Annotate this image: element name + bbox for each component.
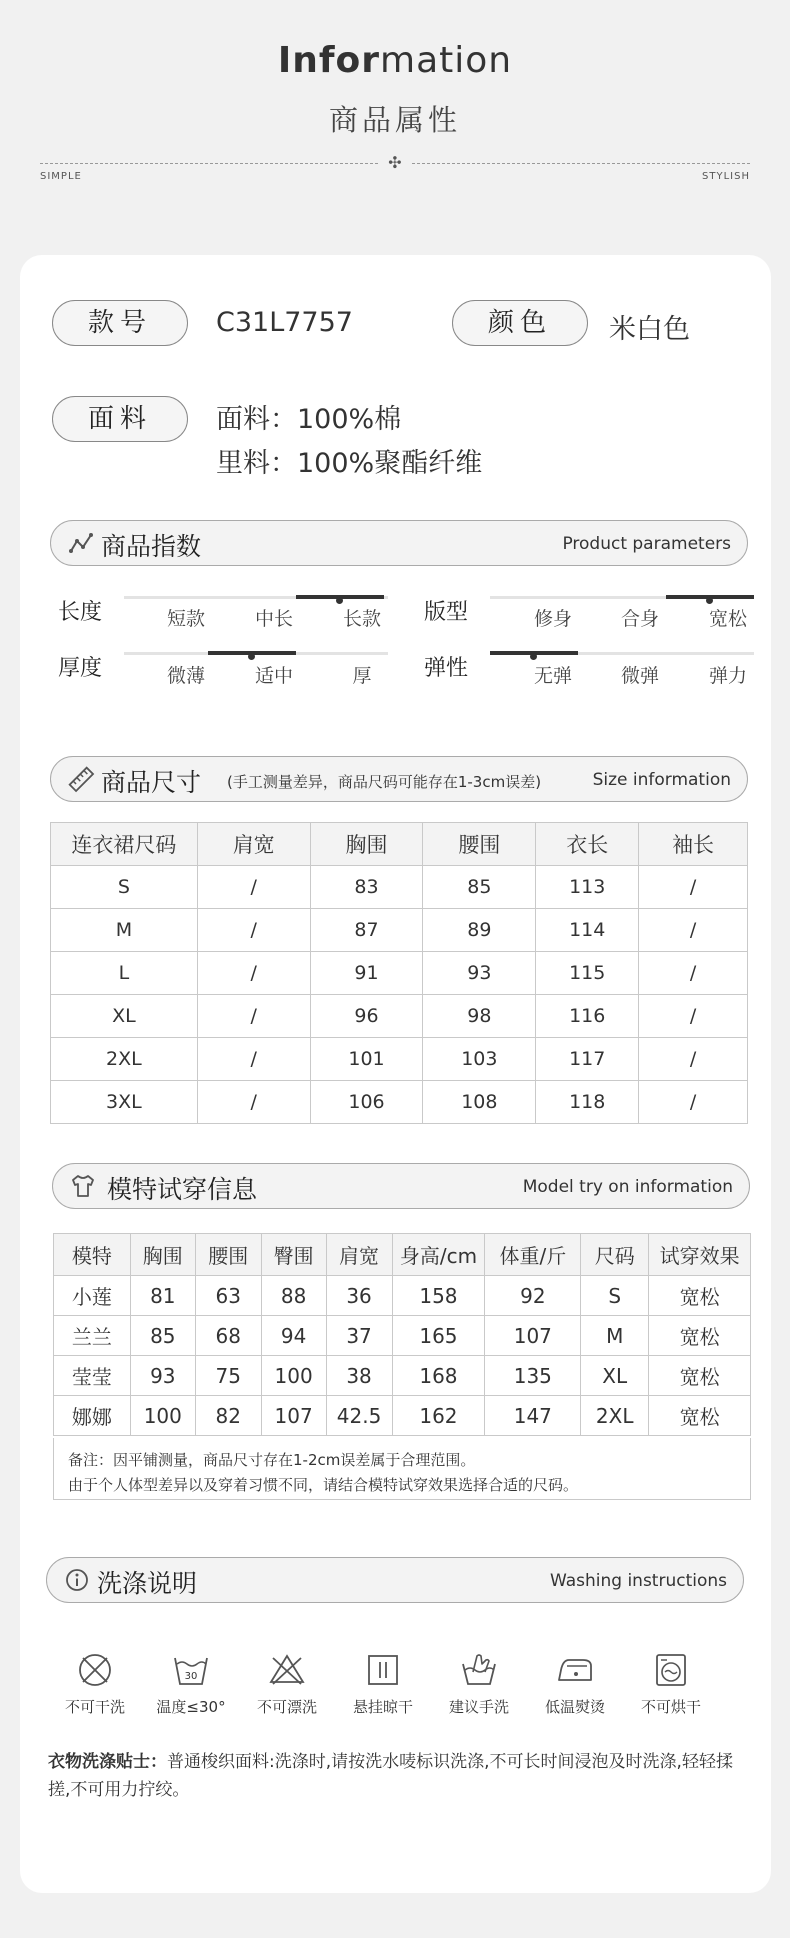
- wash-item-hand-wash: [434, 1650, 524, 1717]
- model-cell: 63: [195, 1276, 261, 1316]
- model-cell: 94: [261, 1316, 326, 1356]
- fabric-line-2: 里料：100%聚酯纤维: [216, 448, 483, 479]
- model-cell: 兰兰: [54, 1316, 131, 1356]
- size-cell: S: [51, 866, 198, 909]
- table-row: [54, 1276, 751, 1316]
- model-cell: 小莲: [54, 1276, 131, 1316]
- size-cell: 106: [310, 1081, 423, 1124]
- model-cell: S: [581, 1276, 649, 1316]
- model-note: [53, 1438, 751, 1500]
- size-col-header: 袖长: [639, 823, 748, 866]
- wash-item-low-iron: [530, 1650, 620, 1717]
- model-cell: 147: [485, 1396, 581, 1436]
- page-title: [0, 40, 790, 81]
- table-row: [51, 909, 748, 952]
- wash-label: 不可干洗: [64, 1698, 125, 1716]
- index-label-length: 长度: [58, 600, 103, 625]
- size-cell: 96: [310, 995, 423, 1038]
- size-cell: 89: [423, 909, 536, 952]
- model-table: [53, 1233, 751, 1436]
- index-opt-elasticity-0: 无弹: [533, 665, 572, 687]
- size-cell: 115: [536, 952, 639, 995]
- size-cell: 108: [423, 1081, 536, 1124]
- size-cell: 113: [536, 866, 639, 909]
- wash-item-no-tumble-dry: [626, 1650, 716, 1717]
- model-note-line-1: 备注：因平铺测量，商品尺寸存在1-2cm误差属于合理范围。: [68, 1451, 476, 1469]
- fabric-label: 面料: [52, 396, 188, 442]
- model-cell: 宽松: [649, 1396, 751, 1436]
- table-row: [51, 952, 748, 995]
- wash-30-icon: [171, 1650, 211, 1690]
- model-cell: 37: [326, 1316, 392, 1356]
- wash-label: 悬挂晾干: [352, 1698, 413, 1716]
- section-title-size: 商品尺寸: [101, 768, 202, 797]
- model-cell: 82: [195, 1396, 261, 1436]
- size-cell: 116: [536, 995, 639, 1038]
- model-col-header: 身高/cm: [392, 1234, 485, 1276]
- style-label: 款号: [52, 300, 188, 346]
- model-cell: 165: [392, 1316, 485, 1356]
- wash-item-hang-dry: [338, 1650, 428, 1717]
- size-cell: /: [197, 1081, 310, 1124]
- wash-item-no-dry-clean: [50, 1650, 140, 1717]
- trend-line-icon: [67, 529, 95, 557]
- index-opt-elasticity-1: 微弹: [620, 665, 659, 687]
- section-title-index: 商品指数: [101, 532, 202, 561]
- size-cell: M: [51, 909, 198, 952]
- wash-label: 不可烘干: [640, 1698, 701, 1716]
- index-dot-length: [336, 597, 343, 604]
- wash-temp-badge: 30: [184, 1671, 198, 1682]
- table-row: [54, 1316, 751, 1356]
- model-col-header: 腰围: [195, 1234, 261, 1276]
- index-opt-length-1: 中长: [254, 608, 293, 630]
- size-col-header: 胸围: [310, 823, 423, 866]
- size-cell: /: [639, 995, 748, 1038]
- model-cell: 68: [195, 1316, 261, 1356]
- index-label-thickness: 厚度: [58, 656, 103, 681]
- hand-wash-icon: [459, 1650, 499, 1690]
- section-en-size: Size information: [592, 770, 731, 790]
- model-cell: 42.5: [326, 1396, 392, 1436]
- size-cell: XL: [51, 995, 198, 1038]
- model-col-header: 试穿效果: [649, 1234, 751, 1276]
- size-table-header: [51, 823, 748, 866]
- size-cell: /: [197, 1038, 310, 1081]
- index-opt-thickness-2: 厚: [352, 665, 372, 687]
- section-en-index: Product parameters: [562, 534, 731, 554]
- size-table: [50, 822, 748, 1124]
- index-label-fit: 版型: [424, 600, 469, 625]
- style-value: C31L7757: [216, 307, 353, 338]
- title-bold: Infor: [277, 40, 381, 81]
- model-cell: 宽松: [649, 1276, 751, 1316]
- table-row: [51, 1081, 748, 1124]
- model-cell: 158: [392, 1276, 485, 1316]
- low-iron-icon: [555, 1650, 595, 1690]
- info-card: [20, 255, 771, 1893]
- model-cell: 宽松: [649, 1316, 751, 1356]
- wash-tip: [48, 1748, 748, 1804]
- size-col-header: 衣长: [536, 823, 639, 866]
- size-cell: L: [51, 952, 198, 995]
- size-cell: /: [639, 1081, 748, 1124]
- size-cell: /: [639, 866, 748, 909]
- size-col-header: 连衣裙尺码: [51, 823, 198, 866]
- size-cell: 3XL: [51, 1081, 198, 1124]
- size-cell: 91: [310, 952, 423, 995]
- hang-dry-icon: [363, 1650, 403, 1690]
- model-cell: 100: [261, 1356, 326, 1396]
- section-bar-index: [50, 520, 748, 566]
- model-cell: 168: [392, 1356, 485, 1396]
- model-cell: M: [581, 1316, 649, 1356]
- index-opt-elasticity-2: 弹力: [708, 665, 747, 687]
- divider-left: [40, 163, 378, 164]
- table-row: [54, 1396, 751, 1436]
- color-value: 米白色: [609, 314, 690, 345]
- wash-label: 不可漂洗: [256, 1698, 317, 1716]
- index-label-elasticity: 弹性: [424, 656, 469, 681]
- size-cell: /: [639, 1038, 748, 1081]
- model-cell: 38: [326, 1356, 392, 1396]
- index-opt-fit-2: 宽松: [708, 608, 747, 630]
- model-cell: 2XL: [581, 1396, 649, 1436]
- wash-label: 低温熨烫: [544, 1698, 605, 1716]
- model-cell: 莹莹: [54, 1356, 131, 1396]
- table-row: [51, 1038, 748, 1081]
- divider-right: [412, 163, 750, 164]
- model-cell: 85: [130, 1316, 195, 1356]
- model-col-header: 臀围: [261, 1234, 326, 1276]
- model-cell: 宽松: [649, 1356, 751, 1396]
- model-note-line-2: 由于个人体型差异以及穿着习惯不同，请结合模特试穿效果选择合适的尺码。: [68, 1476, 579, 1494]
- index-dot-fit: [706, 597, 713, 604]
- cross-ornament-icon: ✣: [388, 153, 402, 172]
- section-note-size: (手工测量差异，商品尺码可能存在1-3cm误差): [227, 773, 542, 791]
- index-opt-fit-1: 合身: [620, 608, 659, 630]
- size-col-header: 腰围: [423, 823, 536, 866]
- no-bleach-icon: [267, 1650, 307, 1690]
- index-dot-elasticity: [530, 653, 537, 660]
- size-cell: 93: [423, 952, 536, 995]
- tshirt-icon: [69, 1172, 97, 1200]
- wash-label: 温度≤30°: [156, 1698, 226, 1716]
- index-opt-length-2: 长款: [342, 608, 381, 630]
- model-cell: 107: [261, 1396, 326, 1436]
- model-cell: 88: [261, 1276, 326, 1316]
- section-en-wash: Washing instructions: [549, 1571, 727, 1591]
- size-cell: 114: [536, 909, 639, 952]
- model-cell: 92: [485, 1276, 581, 1316]
- model-cell: 93: [130, 1356, 195, 1396]
- size-cell: 2XL: [51, 1038, 198, 1081]
- model-cell: 36: [326, 1276, 392, 1316]
- fabric-line-1: 面料：100%棉: [216, 404, 402, 435]
- model-cell: 107: [485, 1316, 581, 1356]
- index-opt-length-0: 短款: [166, 608, 205, 630]
- model-cell: 100: [130, 1396, 195, 1436]
- size-cell: 98: [423, 995, 536, 1038]
- size-cell: /: [639, 952, 748, 995]
- no-tumble-dry-icon: [651, 1650, 691, 1690]
- color-label: 颜色: [452, 300, 588, 346]
- size-cell: 101: [310, 1038, 423, 1081]
- section-en-model: Model try on information: [522, 1177, 733, 1197]
- model-cell: 81: [130, 1276, 195, 1316]
- size-cell: 117: [536, 1038, 639, 1081]
- table-row: [54, 1356, 751, 1396]
- wash-tip-text: 普通梭织面料:洗涤时,请按洗水唛标识洗涤,不可长时间浸泡及时洗涤,轻轻揉搓,不可用力拧绞。: [48, 1752, 733, 1800]
- section-bar-size: [50, 756, 748, 802]
- size-cell: /: [197, 995, 310, 1038]
- section-title-wash: 洗涤说明: [97, 1569, 198, 1598]
- model-col-header: 模特: [54, 1234, 131, 1276]
- ruler-icon: [67, 765, 95, 793]
- wash-item-temp: [146, 1650, 236, 1717]
- model-cell: 75: [195, 1356, 261, 1396]
- wash-label: 建议手洗: [448, 1698, 509, 1716]
- model-table-header: [54, 1234, 751, 1276]
- model-col-header: 胸围: [130, 1234, 195, 1276]
- wash-tip-label: 衣物洗涤贴士：: [48, 1752, 167, 1772]
- index-dot-thickness: [248, 653, 255, 660]
- info-circle-icon: [63, 1566, 91, 1594]
- section-bar-wash: [46, 1557, 744, 1603]
- size-cell: 87: [310, 909, 423, 952]
- model-cell: 135: [485, 1356, 581, 1396]
- model-cell: 162: [392, 1396, 485, 1436]
- size-cell: 85: [423, 866, 536, 909]
- size-cell: /: [639, 909, 748, 952]
- tag-simple: SIMPLE: [40, 171, 82, 182]
- wash-item-no-bleach: [242, 1650, 332, 1717]
- index-opt-thickness-1: 适中: [254, 665, 293, 687]
- no-wash-icon: [75, 1650, 115, 1690]
- size-cell: 83: [310, 866, 423, 909]
- size-cell: /: [197, 866, 310, 909]
- size-col-header: 肩宽: [197, 823, 310, 866]
- size-cell: /: [197, 952, 310, 995]
- page-subtitle: 商品属性: [328, 103, 461, 137]
- model-cell: 娜娜: [54, 1396, 131, 1436]
- table-row: [51, 995, 748, 1038]
- index-opt-thickness-0: 微薄: [166, 665, 205, 687]
- size-cell: 103: [423, 1038, 536, 1081]
- model-col-header: 体重/斤: [485, 1234, 581, 1276]
- size-cell: /: [197, 909, 310, 952]
- tag-stylish: STYLISH: [702, 171, 750, 182]
- table-row: [51, 866, 748, 909]
- section-bar-model: [52, 1163, 750, 1209]
- model-col-header: 肩宽: [326, 1234, 392, 1276]
- index-opt-fit-0: 修身: [533, 608, 572, 630]
- section-title-model: 模特试穿信息: [107, 1175, 258, 1204]
- model-cell: XL: [581, 1356, 649, 1396]
- size-cell: 118: [536, 1081, 639, 1124]
- title-light: mation: [380, 40, 513, 81]
- model-col-header: 尺码: [581, 1234, 649, 1276]
